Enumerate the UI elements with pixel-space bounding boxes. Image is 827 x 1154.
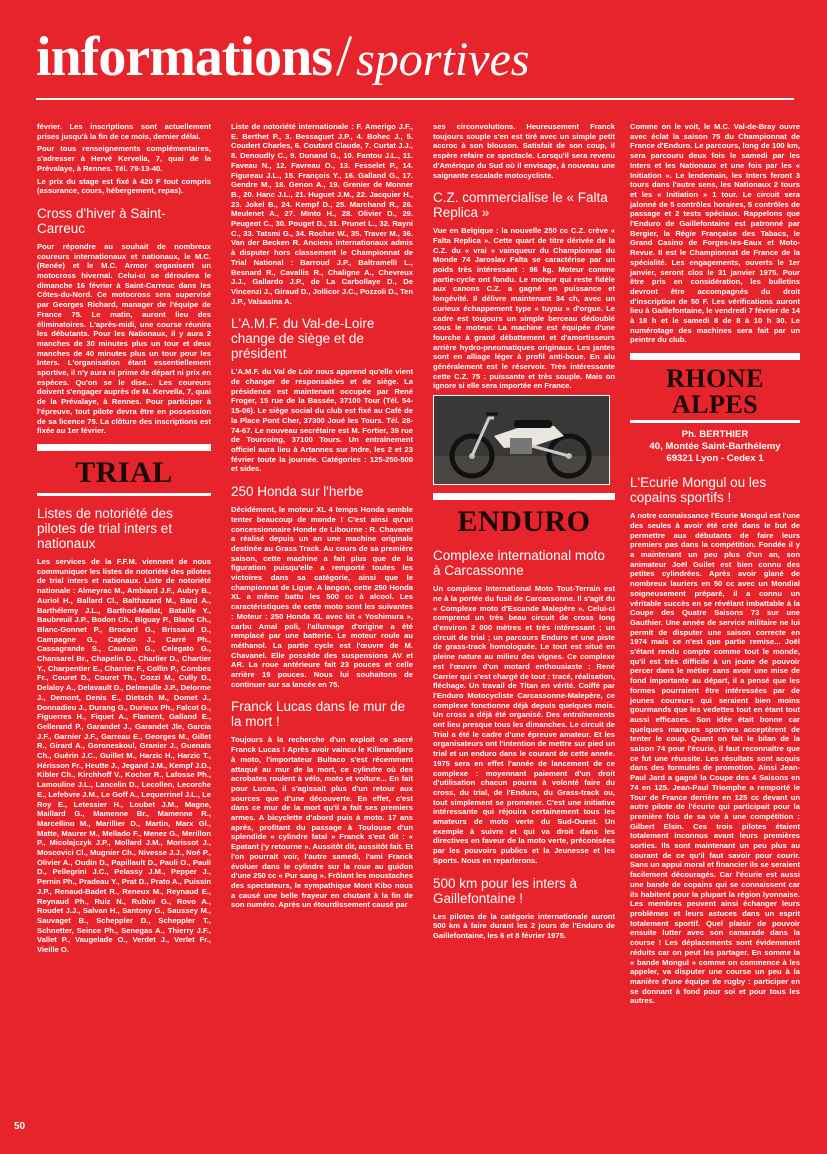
divider-band [630, 353, 800, 360]
enduro-banner: ENDURO [457, 505, 591, 539]
column-1 [37, 122, 211, 1144]
column-4 [630, 122, 800, 1144]
col4-paragraph-1: Comme on le voit, le M.C. Val-de-Bray ouvre avec éclat la saison 75 du Championnat de France d'Enduro. Le parcours, long de 100 km, sera parcouru deux fois le samedi par les Inters et les Nationaux et une fois par les « Initiation ». Le lendemain, les Inters feront 3 tours dans l'autre sens, les Nationaux 2 tours et les « Initiation » 1 tour. Le circuit sera jalonné de 5 contrôles horaires, 5 contrôles de passage et 2 tests spéciaux. Rappelons que l'Enduro de Gaillefontaine est patronné par Bergier, la Régie Française des Tabacs, le Grand Casino de Forges-les-Eaux et Moto-Revue. Il est le Championnat de France de la spécialité. Les engagements, ouverts le 1er janvier, seront clos le 31 janvier 1975. Pour être pris en considération, les bulletins devront être accompagnés du droit d'inscription de 50 F. Les vérifications auront lieu à Gaillefontaine, le vendredi 7 février de 14 à 18 h et le samedi 8 de 8 à 10 h 30. Le numérotage des machines sera fait par un peintre du club. [630, 122, 800, 345]
cz-heading: C.Z. commercialise le « Falta Replica » [433, 190, 608, 221]
cross-article: Pour répondre au souhait de nombreux coureurs internationaux et nationaux, le M.C. (Renée) et le M.C. Armor organisent un motocross hivernal. Celui-ci se déroulera le dimanche 16 février à Saint-Carreuc dans les Côtes-du-Nord. Ce motocross sera supervisé par Georges Richard, manager de l'équipe de France 75. Le matin, auront lieu des éliminatoires. L'après-midi, une course réunira les débutants. Pour les Nationaux, il y aura 2 manches de 30 minutes plus un tour et deux manches de 40 minutes plus un tour pour les Inters. L'organisation étant essentiellement sportive, il n'y aura ni prime de départ ni prix en espèces. Qu'on se le dise... Les coureurs doivent s'engager auprès de M. Kervella, 7, quai de la Prévalaye, à Rennes. Pour participer à l'épreuve, tout pilote devra être en possession de sa licence 75. La clôture des inscriptions est fixée au 1er février. [37, 241, 211, 436]
honda-heading: 250 Honda sur l'herbe [231, 484, 364, 500]
mongul-article: A notre connaissance l'Ecurie Mongul est l'une des seules à avoir été créé dans le but de permettre aux débutants de faire leurs premiers pas dans la compétition. Fondée il y a maintenant un peu plus d'un an, son animateur Joël Guilet est bien connu des petites cylindrées. Après avoir glané de nombreux lauriers en 50 cc avec un Mondial soigneusement préparé, il a connu un véritable succès en se révélant imbattable à la Coupe des Quatre Saisons 73 sur une Gauthier. Une année de service militaire ne lui permit de disputer une saison correcte en 1974 mais ce n'est que partie remise... Joël s'étant rendu compte comme tout le monde, qu'il est très difficile à un jeune de pouvoir percer dans le métier sans avoir une mise de fond importante au départ, il a pensé que les formes pourraient être intéressées par de jeunes coureurs qui seraient bien moins gourmands que les vedettes tout en étant tout aussi efficaces. Son idée était bonne car quelques marques sportives acceptèrent de tenter le coup. Quant on fait le bilan de la saison 74 pour l'écurie, il faut reconnaître que ce fut une réussite. Les résultats sont acquis dans des formules de promotion. Ainsi Jean-Paul Jard a gagné la Coupe des 4 Saisons en 74 en 125. Jean-Paul Triomphe a remporté le Tour de France derrière en 125 cc devant un autre pilote de l'écurie qui participait pour la première fois de sa vie à une compétition : Gilbert Elsin. Ces trois pilotes étaient totalement inconnus avant leurs premières sorties. Ils sont maintenant un peu plus au courant de ce qu'il faut savoir pour courir. Sans un appui moral et financier ils se seraient facilement découragés. Car l'écurie est aussi une bande de copains qui se connaissent car ils habitent pour la plupart la région lyonnaise. Les membres peuvent ainsi échanger leurs problèmes et leurs astuces dans un esprit totalement sportif. Quel plaisir de pouvoir ensuite lutter avec son camarade dans la course ! Les déplacements sont évidemment réduits car on peut les partager. En somme la « bande Mongul » comme on commence à les appeler, va disputer une course un peu à la manière d'une équipe de rugby : participer en se donnant à fond pour soi et pour tous les autres. [630, 511, 800, 1006]
column-2 [231, 122, 413, 1144]
trial-banner: TRIAL [75, 455, 173, 489]
trial-article: Les services de la F.F.M. viennent de nous communiquer les listes de notoriété des pilotes de trial inters et nationaux. Liste de notoriété nationale : Almeyrac M., Ambiard J.F., Aubry B., Auriol H., Ballard Cl., Balthazard M., Bard A., Barthélemy J.L., Barthod-Mallat, Bataille Y., Baubreuil J.P., Bodon Ch., Biguay P., Blanc Ch., Blanc-Gonnet P., Brocard G., Brissaud D., Campagne G., Capéco J., Carré Ph., Cassagrande S., Cauvain G., Celegato G., Chansarel Br., Chapelin D., Charlier D., Chartier Y., Charpentier E., Charrier F., Collin P., Combes Fr., Couret D., Couret Th., Cozzi M., Cully D., Delaloy A., Delavault D., Delmeulle J.P., Delorme J., Demont, Denis E., Dietsch M., Domet J., Donnadieu J., Durang G., Durieux Ph., Falcot G., Figuerres H., Fiquet A., Flament, Galland E., Gellerand P., Garandet J., Garandet Jle, Garcia J.F., Garnier J.F., Garreau E., Georges M., Gillet R., Girard A., Goroneskoul, Granier J., Guenais Ch., Guérin J.C., Guillet M., Harzic H., Harzic T., Hérisson Fr., Heutte J., Jegand J.M., Kempf J.D., Kibler Ch., Kirchhoff V., Kocher R., Lafosse Ph., Lamouline J.L., Lancelin D., Lecollen, Lecorche E., Lefebvre J.M., Le Goff A., Lequerrinel J.L., Le Roy E., Letessier H., Loubet J.M., Magne, Maillard G., Mamenne Br., Mamenne R., Marcellino M., Marillier D., Martin, Marx Gl., Matte, Maurer M., Mellado F., Menez G., Merillon P., Micolajczyk J.P., Mollard J.M., Morissot J., Moscovici Cl., Mugnier Ch., Nivesse J.J., Noé P., Olivier A., Oudin D., Papillault D., Pauli O., Pauli D., Pellegrini J.C., Pelassy J.M., Pepper J., Pernin Ph., Pradeau Y., Prat D., Prato A., Puissin J.P., Renaud-Badet R., Reneux M., Reynaud E., Reynaud Ph., Ruiz N., Rubini G., Rovo A., Roudet J.J., Salvan H., Santony G., Saussey M., Sauvaget B., Scheppler D., Scheppler T., Schnetter, Seince Ph., Senegas A., Thierry J.F., Vallet P., Vaugelade O., Verdet J., Verlet Fr., Vieille O. [37, 556, 211, 955]
col1-paragraph-2: Pour tous renseignements complémentaires, s'adresser à Hervé Kervella, 7, quai de la Prévalaye, à Rennes. Tél. 79-13-40. [37, 144, 211, 173]
rhone-alpes-banner-line1: RHONE [666, 364, 764, 394]
divider-band [37, 493, 211, 496]
honda-article: Décidément, le moteur XL 4 temps Honda semble tenter beaucoup de monde ! C'est ainsi qu'un concessionnaire Honde de Libourne : R. Chavanel a réalisé depuis un an une machine originale destinée au Grass Track. Au cours de sa première saison, cette machine a fait plus que de la figuration puisqu'elle a remporté toutes les victoires dans sa catégorie, ainsi que le championnat de Ligue. A langon, cette 250 Honda XL a même battu les 500 cc à alcool. Les caractéristiques de cette moto sont les suivantes : Moteur : 250 Honda XL avec kit « Yoshimura », carbu Amal poli, l'allumage d'origine a été remplacé par une batterie. Le moteur roule au méthanol. La partie cycle est l'œuvre de M. Chavanel. Elle possède des suspensions AV et AR. La roue antérieure fait 23 pouces et celle arrière 19 pouces. Nous lui souhaitons de continuer sur sa lancée en 75. [231, 505, 413, 689]
trial-heading: Listes de notoriété des pilotes de trial inters et nationaux [37, 505, 173, 551]
column-3 [433, 122, 615, 1144]
enduro-article: Un complexe International Moto Tout-Terrain est ne à la portée du fusil de Carcassonne. Il s'agit du « Complexe moto d'Escande Malepère ». Celui-ci comprend un très beau circuit de cross long d'environ 2 000 mètres et très intéressant ; un circuit de trial ; un parcours Enduro et une piste de grass-track homologuée. Le tout est situé en pleine nature au milieu des vignes. Ce complexe est l'œuvre d'un motard enthousiaste : René Carrier qui s'est chargé de tout : tracé, réalisation, fléchage. Un travail de Titan en vérité. Coiffé par l'Enduro Motocycliste Carcassonne-Malepère, ce complexe fonctionne déjà depuis quelques mois. Un cross a déjà été organisé. Des entraînements ont lieu presque tous les dimanches. Le circuit de Trial a été le cadre d'une épreuve amateur. Et les organisateurs ont l'intention de mettre sur pied un trial et un enduro dans le courant de cette année. 1975 sera en effet l'année de lancement de ce complexe : moyennant paiement d'un droit d'utilisation chacun pourra à volonté faire du cross, du trial, de l'Enduro, du Grass-track ou, tout simplement se promener. C'est une initiative intéressante qui réjouira certainement tous les amateurs de moto verte du Sud-Ouest. Un exemple à suivre et qui va droit dans les directives en faveur de la moto verte, préconisées par les pouvoirs publics et la Jeunesse et les Sports. Nous en reparlerons. [433, 584, 615, 865]
cz-article: Vue en Belgique : la nouvelle 250 cc C.Z. crève « Falta Replica ». Cette quart de titre dérivée de la C.Z. du « vrai » vainqueur du Championnat du Monde 74 Jaroslav Falta se caractérise par un poids très intéressant : 96 kg. Moteur comme partie-cycle ont fondu. Le moteur qui reste fidèle aux canons C.Z. a gagné en puissance et longévité. Il délivre maintenant 34 ch, avec un curieux échappement type « tuyau » d'orgue. Le cadre est toujours un simple berceau dédoublé sous le moteur. La machine est équipée d'une fourche à grand débattement et d'amortisseurs arrière hydro-pneumatiques originaux. Les jantes sont en alliage léger à profil anti-boue. En alu généralement est le réservoir. Très intéressante cette C.Z. 75 : puissante et très souple. Mais on ignore si elle sera importée en France. [433, 226, 615, 391]
page-number: 50 [14, 1121, 26, 1132]
lucas-heading: Franck Lucas dans le mur de la mort ! [231, 699, 406, 730]
divider-band [37, 444, 211, 451]
mongul-heading: L'Ecurie Mongul ou les copains sportifs ! [630, 475, 767, 506]
rhone-alpes-banner-line2: ALPES [671, 390, 759, 420]
header-rule [36, 98, 794, 100]
motorcycle-illustration [434, 396, 609, 484]
col1-paragraph-3: Le prix du stage est fixé à 420 F tout compris (assurance, cours, hébergement, repas). [37, 176, 211, 196]
page-header [36, 22, 529, 92]
address-street: 40, Montée Saint-Barthélemy [649, 441, 781, 453]
header-title-italic: sportives [356, 33, 530, 86]
amf-heading: L'A.M.F. du Val-de-Loire change de siège et de président [231, 316, 375, 362]
enduro-heading: Complexe international moto à Carcassonne [433, 548, 605, 579]
motorcycle-photo [433, 395, 610, 485]
col1-paragraph-1: février. Les inscriptions sont actuellement prises jusqu'à la fin de ce mois, dernier délai. [37, 122, 211, 141]
header-separator: / [336, 23, 353, 88]
cross-heading: Cross d'hiver à Saint-Carreuc [37, 205, 166, 236]
header-title-bold: informations [36, 26, 332, 88]
km-article: Les pilotes de la catégorie internationale auront 500 km à faire durant les 2 jours de l'Enduro de Gaillefontaine, les 6 et 8 février 1975. [433, 911, 615, 940]
divider-band [433, 493, 615, 500]
divider-band [630, 420, 800, 423]
col3-paragraph-1: ses circonvolutions. Heureusement Franck toujours souple s'en est tiré avec un simple petit accroc à son blouson. Satisfait de son coup, il espère refaire ce spectacle. Lorsqu'il sera revenu d'Amérique du Sud où il envisage, à nouveau une saignante escalade motocycliste. [433, 122, 615, 180]
address-city: 69321 Lyon - Cedex 1 [666, 453, 764, 465]
col2-paragraph-1: Liste de notoriété internationale : F. Amerigo J.F., E. Berthet P., 3. Bessaguet J.P., 4. Bohec J., 5. Coudert Charles, 6. Coutard Claude, 7. Curtat J.J., 8. Denoudly C., 9. Dunand G., 10. Fantou J.L., 11. Faveau N., 12. Favreau O., 13. Fesselet P., 14. Figureau J.L., 15. François Y., 16. Galland G., 17. Gendre M., 18. Genon A., 19. Grenier de Monner B., 20. Hanc J.L., 21. Huguet J.M., 22. Jacquier H., 23. Jokel B., 24. Kempf D., 25. Marchand R., 26. Meulenet A., 27. Minto H., 28. Olivier D., 29. Peugeot C., 30. Pouget D., 31. Prunet L., 32. Rayni C., 33. Tatsmi G., 34. Rocher W., 35. Traver M., 36. Van der Becken R. Anciens internationaux admis à disputer hors classement le Championnat de Trial National : Barroud J.P., Baltramelli L., Besnard R., Cavallis R., Chaligne A., Chevreux J.J., Gallardo J.P., de La Carbollaye D., De Vincenzi J., Giraud D., Jollicor J.C., Pozzoli D., Ten J.P., Valsasina A. [231, 122, 413, 306]
address-name: Ph. BERTHIER [681, 429, 749, 441]
lucas-article: Toujours à la recherche d'un exploit ce sacré Franck Lucas ! Après avoir vaincu le Kilimandjaro à moto, l'importateur Bultaco s'est récemment attaqué au mur de la mort, ce cylindre où des acrobates roulent à vélo, moto et voiture... En fait pour Lucas, il s'agissait plus d'un retour aux sources que d'une découverte. En effet, c'est dans ce mur de la mort qu'il a fait ses premiers armes. A bicyclette d'abord puis à moto. 17 ans après, profitant du passage à Toulouse d'un splendide « cylindre fatal » Franck s'est dit : « Epatant j'y retourne ». Aussitôt dit, aussitôt fait. Et l'on pourrait voir, l'autre samedi, l'ami Franck évoluer dans le cylindre sur la roue au guidon d'une 250 cc « Pur sang ». Frôlant les moustaches des spectateurs, le sympathique Mont Kibo nous a causé une belle frayeur en chutant à la fin de son numéro. Après un étourdissement causé par [231, 735, 413, 910]
km-heading: 500 km pour les inters à Gaillefontaine ! [433, 875, 578, 906]
amf-article: L'A.M.F. du Val de Loir nous apprend qu'elle vient de changer de responsables et de siège. La présidence est maintenant occupée par René Froger, 15 rue de la Bassée, 37100 Tour (Tél. 54-15-06). Le siège social du club est fixé au Café de la Place Pont Cher, 37300 Joué les Tours. Tél. 28-74-67. Le nouveau secrétaire est M. Fortier, 39 rue de Tourcoing, 37100 Tours. Un entraînement officiel aura lieu à Artannes sur Indre, les 2 et 23 février toute la journée. Catégories : 125-250-500 et sides. [231, 367, 413, 474]
correspondent-address [630, 429, 800, 465]
